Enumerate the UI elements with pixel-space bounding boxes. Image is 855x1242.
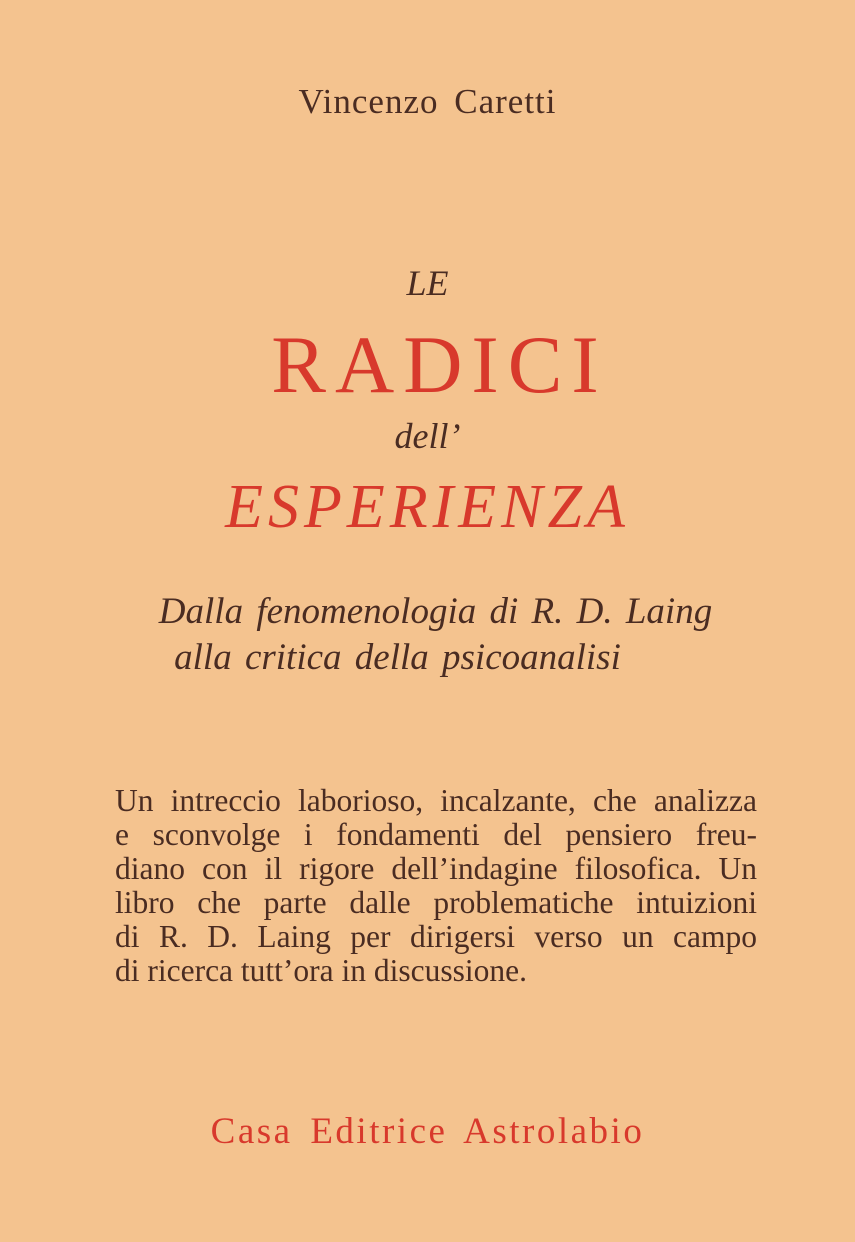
- blurb-line: e sconvolge i fondamenti del pensiero freu-: [115, 817, 757, 852]
- title-dell: dell’: [394, 416, 461, 456]
- title-radici: RADICI: [271, 319, 608, 410]
- blurb-line: di R. D. Laing per dirigersi verso un campo: [115, 919, 757, 954]
- blurb: [115, 784, 757, 988]
- subtitle-line-2: alla critica della psicoanalisi: [174, 637, 621, 678]
- blurb-line: di ricerca tutt’ora in discussione.: [115, 953, 527, 988]
- blurb-line: diano con il rigore dell’indagine filosofica. Un: [115, 851, 757, 886]
- author-name: Vincenzo Caretti: [298, 82, 557, 121]
- title-esperienza: ESPERIENZA: [225, 473, 630, 541]
- blurb-line: libro che parte dalle problematiche intuizioni: [115, 885, 757, 920]
- title-le: LE: [406, 263, 449, 303]
- publisher: Casa Editrice Astrolabio: [210, 1111, 645, 1152]
- subtitle-line-1: Dalla fenomenologia di R. D. Laing: [158, 591, 713, 632]
- blurb-line: Un intreccio laborioso, incalzante, che analizza: [115, 783, 757, 818]
